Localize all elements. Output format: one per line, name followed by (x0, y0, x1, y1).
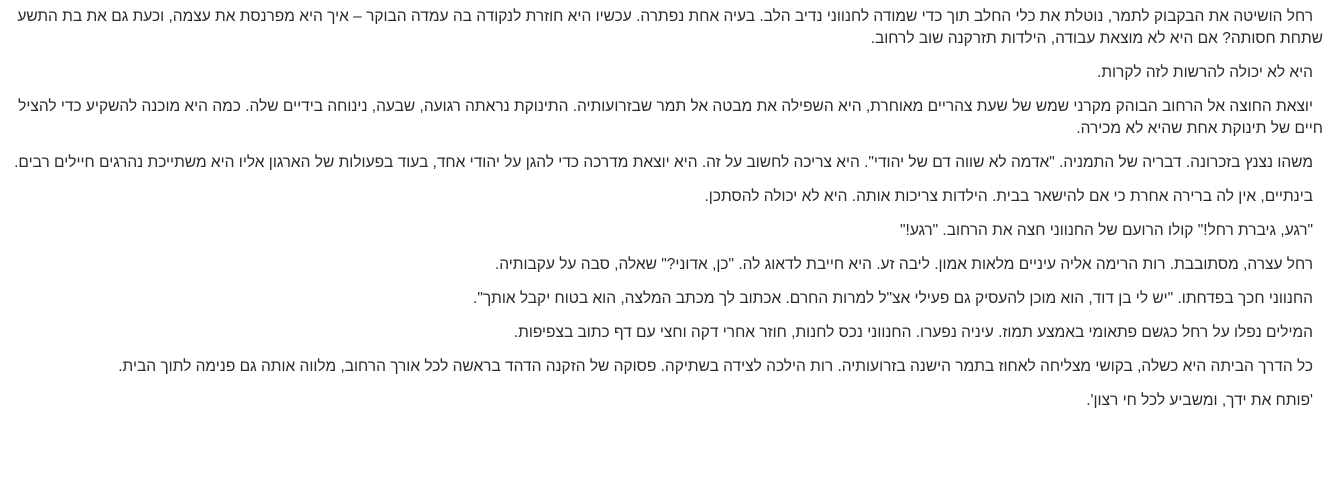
paragraph: היא לא יכולה להרשות לזה לקרות. (1097, 64, 1313, 81)
paragraph: 'פותח את ידך, ומשביע לכל חי רצון'. (1086, 392, 1313, 409)
paragraph: החנווני חכך בפדחתו. "יש לי בן דוד, הוא מוכן להעסיק גם פעילי אצ"ל למרות החרם. אכתוב לך מכתב המלצה, הוא בטוח יקבל אותך". (473, 290, 1313, 307)
paragraph: יוצאת החוצה אל הרחוב הבוהק מקרני שמש של שעת צהריים מאוחרת, היא השפילה את מבטה אל תמר שבזרועותיה. התינוקת נראתה רגועה, שבעה, נינוחה בידיים שלה. כמה היא מוכנה להשקיע כדי להציל חיים של תינוקת אחת שהיא לא מכירה. (18, 98, 1323, 137)
paragraph: בינתיים, אין לה ברירה אחרת כי אם להישאר בבית. הילדות צריכות אותה. היא לא יכולה להסתכן. (704, 188, 1313, 205)
paragraph: המילים נפלו על רחל כגשם פתאומי באמצע תמוז. עיניה נפערו. החנווני נכס לחנות, חוזר אחרי דקה וחצי עם דף כתוב בצפיפות. (513, 324, 1313, 341)
paragraph: משהו נצנץ בזכרונה. דבריה של התמניה. "אדמה לא שווה דם של יהודי". היא צריכה לחשוב על זה. היא יוצאת מדרכה כדי להגן על יהודי אחד, בעוד בפעולות של הארגון אליו היא משתייכת נהרגים חיילים רבים. (14, 154, 1313, 171)
paragraph: רחל עצרה, מסתובבת. רות הרימה אליה עיניים מלאות אמון. ליבה זע. היא חייבת לדאוג לה. "כן, אדוני?" שאלה, סבה על עקבותיה. (494, 256, 1313, 273)
paragraph: רחל הושיטה את הבקבוק לתמר, נוטלת את כלי החלב תוך כדי שמודה לחנווני נדיב הלב. בעיה אחת נפתרה. עכשיו היא חוזרת לנקודה בה עמדה הבוקר – איך היא מפרנסת את עצמה, וכעת גם את בת התשע שתחת חסותה? אם היא לא מוצאת עבודה, הילדות תזרקנה שוב לרחוב. (17, 8, 1323, 47)
paragraph: כל הדרך הביתה היא כשלה, בקושי מצליחה לאחוז בתמר הישנה בזרועותיה. רות הילכה לצידה בשתיקה. פסוקה של הזקנה הדהד בראשה לכל אורך הרחוב, מלווה אותה גם פנימה לתוך הבית. (118, 358, 1313, 375)
paragraph: "רגע, גיברת רחל!" קולו הרועם של החנווני חצה את הרחוב. "רגע!" (900, 222, 1313, 239)
